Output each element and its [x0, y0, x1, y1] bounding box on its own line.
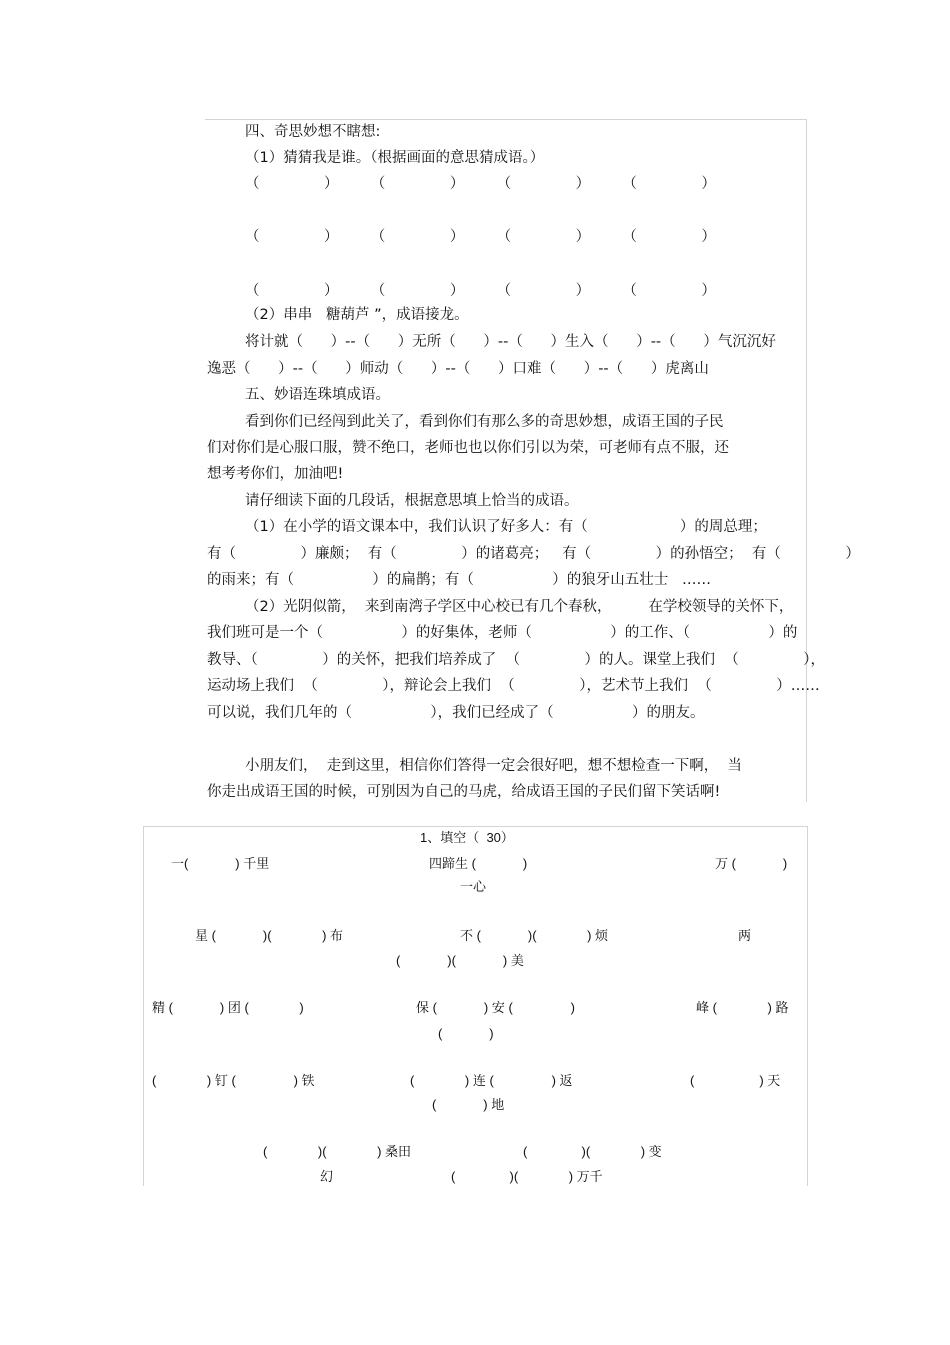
fill-r4b2: ( ) 地 — [432, 1097, 505, 1112]
fill-r1b2: 一心 — [460, 879, 487, 894]
fill-r3b2: ( ) — [438, 1026, 494, 1041]
paragraph2-line4: 运动场上我们 （ ），辩论会上我们 （ ），艺术节上我们 （ ）…… — [207, 678, 820, 694]
paren-row-2: （ ） （ ） （ ） （ ） — [245, 229, 716, 245]
fill-r2a: 星 ( )( ) 布 — [195, 928, 344, 943]
section4-q1: （1）猜猜我是谁。（根据画面的意思猜成语。） — [245, 150, 545, 166]
section4-q2: （2）串串 糖葫芦 ”，成语接龙。 — [245, 307, 469, 323]
fill-title: 1、填空（ 30） — [420, 830, 514, 845]
fill-r3a: 精 ( ) 团 ( ) — [152, 1000, 304, 1015]
fill-r2c: 两 — [738, 928, 752, 943]
paragraph2-line1: （2）光阴似箭， 来到南湾子学区中心校已有几个春秋， 在学校领导的关怀下， — [245, 599, 794, 615]
fill-r1b: 四蹄生 ( ) — [429, 856, 528, 871]
paren-row-1: （ ） （ ） （ ） （ ） — [245, 176, 716, 192]
fill-r3b: 保 ( ) 安 ( ) — [416, 1000, 575, 1015]
paragraph2-line5: 可以说，我们几年的（ ），我们已经成了（ ）的朋友。 — [207, 705, 705, 721]
fill-top-frame-line — [143, 826, 808, 827]
fill-r4a: ( ) 钉 ( ) 铁 — [152, 1073, 315, 1088]
section5-intro-1: 看到你们已经闯到此关了，看到你们有那么多的奇思妙想，成语王国的子民 — [245, 414, 724, 430]
fill-r1a: 一( ) 千里 — [171, 856, 270, 871]
fill-r5a: ( )( ) 桑田 — [263, 1144, 412, 1159]
fill-r4b: ( ) 连 ( ) 返 — [410, 1073, 573, 1088]
idiom-chain-1: 将计就（ ）--（ ）无所（ ）--（ ）生入（ ）--（ ）气沉沉好 — [245, 334, 776, 350]
fill-r2b: 不 ( )( ) 烦 — [460, 928, 609, 943]
top-frame-line — [205, 119, 807, 120]
section4-heading: 四、奇思妙想不瞎想: — [245, 124, 381, 140]
fill-r5d: ( )( ) 万千 — [451, 1169, 603, 1184]
fill-r1c: 万 ( ) — [715, 856, 788, 871]
right-frame-line — [806, 119, 807, 802]
section5-heading: 五、妙语连珠填成语。 — [245, 387, 390, 403]
closing-line-1: 小朋友们， 走到这里，相信你们答得一定会很好吧，想不想检查一下啊， 当 — [245, 758, 742, 774]
section5-intro-3: 想考考你们，加油吧! — [207, 466, 344, 482]
fill-right-frame-line — [807, 826, 808, 1186]
fill-r5c: 幻 — [320, 1169, 334, 1184]
fill-r2d: ( )( ) 美 — [396, 953, 524, 968]
paragraph2-line2: 我们班可是一个（ ）的好集体，老师（ ）的工作、（ ）的 — [207, 625, 798, 641]
paragraph1-line2: 有（ ）廉颇； 有（ ）的诸葛亮； 有（ ）的孙悟空； 有（ ） — [207, 546, 860, 562]
closing-line-2: 你走出成语王国的时候，可别因为自己的马虎，给成语王国的子民们留下笑话啊! — [207, 784, 721, 800]
section5-intro-2: 们对你们是心服口服，赞不绝口，老师也也以你们引以为荣，可老师有点不服，还 — [207, 440, 729, 456]
fill-r4c: ( ) 天 — [690, 1073, 781, 1088]
section5-instruction: 请仔细读下面的几段话，根据意思填上恰当的成语。 — [245, 493, 579, 509]
idiom-chain-2: 逸恶（ ）--（ ）师动（ ）--（ ）口难（ ）--（ ）虎离山 — [207, 361, 709, 377]
paragraph1-line3: 的雨来；有（ ）的扁鹊；有（ ）的狼牙山五壮士 …… — [207, 572, 712, 588]
paragraph1-line1: （1）在小学的语文课本中，我们认识了好多人：有（ ）的周总理； — [245, 519, 767, 535]
fill-r5b: ( )( ) 变 — [523, 1144, 662, 1159]
paragraph2-line3: 教导、（ ）的关怀，把我们培养成了 （ ）的人。课堂上我们 （ ）， — [207, 652, 826, 668]
paren-row-3: （ ） （ ） （ ） （ ） — [245, 283, 716, 299]
fill-r3c: 峰 ( ) 路 — [696, 1000, 789, 1015]
fill-left-frame-line — [143, 826, 144, 1186]
